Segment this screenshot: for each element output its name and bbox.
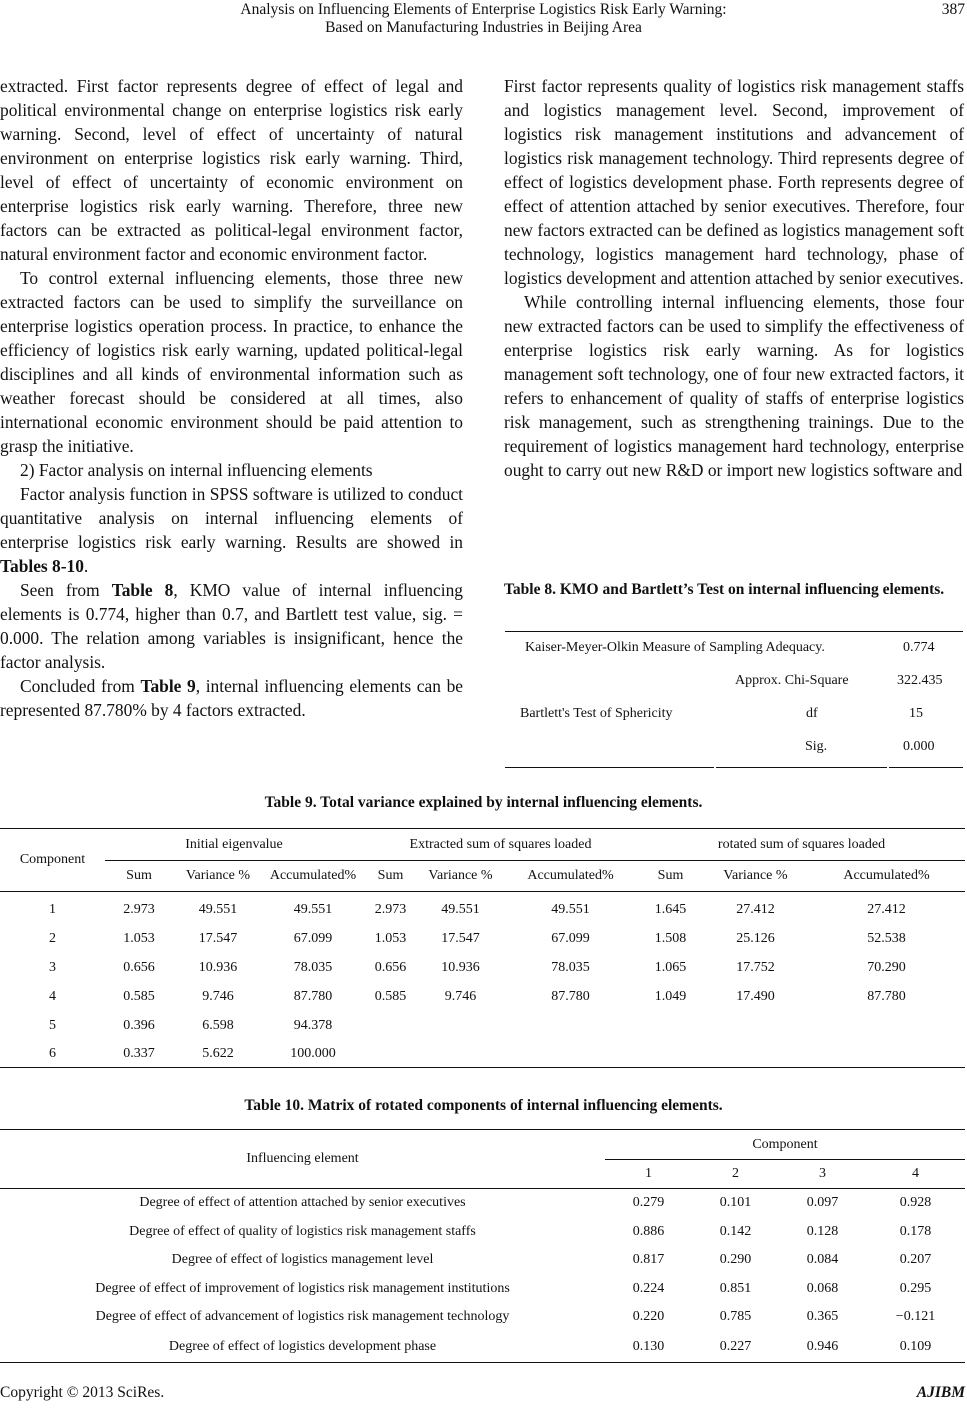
table-cell: 1.053 xyxy=(123,930,155,946)
table-cell: 27.412 xyxy=(867,901,906,917)
loading-value: 0.817 xyxy=(632,1252,665,1268)
loading-value: 0.178 xyxy=(899,1223,932,1239)
table-cell: 10.936 xyxy=(198,959,238,975)
bartlett-row-label: Approx. Chi-Square xyxy=(735,673,849,688)
table-cell xyxy=(703,1011,808,1040)
journal-abbreviation: AJIBM xyxy=(916,1384,965,1401)
loading-value: 0.142 xyxy=(719,1223,752,1239)
loading-value: 0.365 xyxy=(806,1309,839,1325)
column-header: Variance % xyxy=(703,861,808,892)
column-header: Variance % xyxy=(418,861,503,892)
component-number: 3 xyxy=(779,1160,866,1189)
bartlett-row-label: Sig. xyxy=(805,739,828,754)
table-cell: 9.746 xyxy=(444,988,477,1004)
table-cell: 0.396 xyxy=(123,1017,155,1033)
loading-value: 0.084 xyxy=(806,1252,839,1268)
left-column xyxy=(0,74,463,722)
table-row xyxy=(0,1011,965,1040)
table-cell: 17.547 xyxy=(198,930,238,946)
table-cell: 94.378 xyxy=(293,1017,333,1033)
copyright-notice: Copyright © 2013 SciRes. xyxy=(0,1384,165,1401)
table-cell xyxy=(808,1040,965,1068)
table-row xyxy=(0,924,965,953)
table-cell: 87.780 xyxy=(551,988,590,1004)
loading-value: 0.227 xyxy=(692,1332,779,1363)
column-header: Accumulated% xyxy=(263,861,363,892)
table-row xyxy=(0,982,965,1011)
table-rule xyxy=(889,767,963,768)
table-cell xyxy=(503,1011,638,1040)
table-cell: 52.538 xyxy=(867,930,906,946)
table-9-caption: Table 9. Total variance explained by internal influencing elements. xyxy=(264,794,703,811)
table-cell xyxy=(418,1011,503,1040)
component-number: 5 xyxy=(49,1017,56,1033)
bartlett-row-value: 15 xyxy=(909,706,923,721)
loading-value: 0.279 xyxy=(632,1195,665,1211)
table-cell: 100.000 xyxy=(263,1040,363,1068)
loading-value: 0.130 xyxy=(605,1332,692,1363)
text: , KMO value of internal influencing elements is 0.774, higher than 0.7, and Bartlett test value, sig. = 0.000. The relation among variables is insignificant, hence the factor analysis. xyxy=(0,580,463,672)
table-cell: 17.490 xyxy=(736,988,775,1004)
kmo-value: 0.774 xyxy=(903,640,935,655)
loading-value: 0.101 xyxy=(719,1195,752,1211)
loading-value: 0.224 xyxy=(632,1280,665,1296)
column-header: Accumulated% xyxy=(808,861,965,892)
table-row xyxy=(0,953,965,982)
table-cell: 67.099 xyxy=(551,930,590,946)
influencing-element: Degree of effect of logistics development phase xyxy=(0,1332,605,1363)
table-cell: 49.551 xyxy=(441,901,480,917)
bartlett-label: Bartlett's Test of Sphericity xyxy=(520,706,673,721)
column-header: Sum xyxy=(363,861,418,892)
table-cell: 27.412 xyxy=(736,901,775,917)
running-title-line-1: Analysis on Influencing Elements of Enterprise Logistics Risk Early Warning: xyxy=(240,1,727,18)
table-cell: 0.656 xyxy=(374,959,407,975)
table-cell: 49.551 xyxy=(198,901,238,917)
table-row xyxy=(0,1218,965,1247)
table-cell: 1.053 xyxy=(374,930,407,946)
table-cell: 0.337 xyxy=(105,1040,173,1068)
loading-value: 0.946 xyxy=(779,1332,866,1363)
subsection-heading: 2) Factor analysis on internal influencing elements xyxy=(20,460,373,480)
loading-value: −0.121 xyxy=(895,1309,936,1325)
influencing-element: Degree of effect of quality of logistics risk management staffs xyxy=(129,1223,476,1239)
table-rule xyxy=(505,767,714,768)
table-reference-link[interactable]: Table 9 xyxy=(140,676,196,696)
table-cell: 1.645 xyxy=(654,901,687,917)
loading-value: 0.207 xyxy=(899,1252,932,1268)
table-cell: 49.551 xyxy=(551,901,590,917)
table-cell: 9.746 xyxy=(202,988,234,1004)
table-cell: 0.585 xyxy=(123,988,155,1004)
table-reference-link[interactable]: Tables 8-10 xyxy=(0,556,84,576)
component-header: Component xyxy=(605,1130,965,1160)
table-cell: 2.973 xyxy=(123,901,155,917)
kmo-label: Kaiser-Meyer-Olkin Measure of Sampling Adequacy. xyxy=(525,640,825,655)
table-reference-link[interactable]: Table 8 xyxy=(111,580,174,600)
component-number: 3 xyxy=(49,959,56,975)
table-rule xyxy=(505,631,963,632)
table-8-caption: Table 8. KMO and Bartlett’s Test on internal influencing elements. xyxy=(504,581,945,598)
table-9 xyxy=(0,828,965,1068)
paragraph: To control external influencing elements, those three new extracted factors can be used to simplify the surveillance on enterprise logistics operation process. In practice, to enhance the efficiency of logistics risk early warning, updated political-legal disciplines and all kinds of environmental information such as weather forecast should be considered at all times, also international economic environment should be paid attention to grasp the initiative. xyxy=(0,268,463,456)
page-number: 387 xyxy=(941,1,965,18)
table-row xyxy=(0,892,965,925)
table-cell xyxy=(808,1011,965,1040)
running-title xyxy=(0,1,967,37)
table-cell: 78.035 xyxy=(551,959,590,975)
paragraph xyxy=(0,674,463,722)
component-number: 4 xyxy=(866,1160,965,1189)
bartlett-row-value: 0.000 xyxy=(903,739,935,754)
loading-value: 0.097 xyxy=(806,1195,839,1211)
table-cell: 25.126 xyxy=(736,930,775,946)
table-row xyxy=(0,1040,965,1068)
table-rule xyxy=(716,767,887,768)
loading-value: 0.295 xyxy=(899,1280,932,1296)
component-number: 2 xyxy=(49,930,56,946)
component-number: 2 xyxy=(692,1160,779,1189)
table-cell xyxy=(503,1040,638,1068)
paragraph: First factor represents quality of logistics risk management staffs and logistics management level. Second, improvement of logistics risk management institutions and advancement of logistics risk management technology. Third represents degree of effect of logistics development phase. Forth represents degree of effect of attention attached by senior executives. Therefore, four new factors extracted can be defined as logistics management soft technology, logistics management hard technology, phase of logistics development and attention attached by senior executives. xyxy=(504,76,964,288)
loading-value: 0.290 xyxy=(719,1252,752,1268)
right-column xyxy=(504,74,964,482)
component-number: 4 xyxy=(49,988,56,1004)
table-10-caption: Table 10. Matrix of rotated components of internal influencing elements. xyxy=(244,1097,723,1114)
running-title-line-2: Based on Manufacturing Industries in Beijing Area xyxy=(325,19,642,36)
influencing-element: Degree of effect of attention attached by senior executives xyxy=(139,1195,466,1211)
paragraph: While controlling internal influencing elements, those four new extracted factors can be used to simplify the effectiveness of enterprise logistics risk early warning. As for logistics management soft technology, one of four new extracted factors, it refers to enhancement of quality of staffs of enterprise logistics risk management, such as strengthening trainings. Due to the requirement of logistics management hard technology, enterprise ought to carry out new R&D or import new logistics software and xyxy=(504,292,964,480)
loading-value: 0.128 xyxy=(806,1223,839,1239)
column-header: Sum xyxy=(105,861,173,892)
table-row xyxy=(0,1246,965,1275)
loading-value: 0.928 xyxy=(899,1195,932,1211)
influencing-element: Degree of effect of improvement of logistics risk management institutions xyxy=(95,1280,510,1296)
table-row xyxy=(0,1303,965,1332)
table-cell xyxy=(363,1011,418,1040)
table-cell: 87.780 xyxy=(867,988,906,1004)
table-cell: 5.622 xyxy=(173,1040,263,1068)
influencing-element: Degree of effect of advancement of logistics risk management technology xyxy=(95,1309,510,1325)
loading-value: 0.109 xyxy=(866,1332,965,1363)
group-header: rotated sum of squares loaded xyxy=(638,829,965,861)
table-10 xyxy=(0,1129,965,1363)
table-cell: 1.065 xyxy=(654,959,687,975)
table-cell xyxy=(703,1040,808,1068)
table-row xyxy=(0,1275,965,1304)
column-header: Sum xyxy=(638,861,703,892)
column-header: Accumulated% xyxy=(503,861,638,892)
table-9-body xyxy=(0,892,965,1068)
loading-value: 0.068 xyxy=(806,1280,839,1296)
table-cell: 0.585 xyxy=(374,988,407,1004)
component-number: 6 xyxy=(0,1040,105,1068)
table-cell xyxy=(363,1040,418,1068)
table-cell: 70.290 xyxy=(867,959,906,975)
element-header: Influencing element xyxy=(0,1130,605,1189)
text: . xyxy=(83,556,89,576)
running-header xyxy=(0,0,967,40)
component-header: Component xyxy=(0,829,105,892)
paragraph: extracted. First factor represents degree of effect of legal and political environmental change on enterprise logistics risk early warning. Second, level of effect of uncertainty of natural environment on enterprise logistics risk early warning. Third, level of effect of uncertainty of economic environment on enterprise logistics risk early warning. Therefore, three new factors can be extracted as political-legal environment factor, natural environment factor and economic environment factor. xyxy=(0,76,463,264)
table-cell: 67.099 xyxy=(293,930,333,946)
paragraph xyxy=(0,482,463,578)
table-row xyxy=(0,1332,965,1363)
table-cell: 17.752 xyxy=(736,959,775,975)
bartlett-row-value: 322.435 xyxy=(897,673,943,688)
table-cell: 49.551 xyxy=(293,901,333,917)
table-cell: 78.035 xyxy=(293,959,333,975)
table-cell: 1.508 xyxy=(654,930,687,946)
table-cell: 6.598 xyxy=(202,1017,234,1033)
text: Concluded from xyxy=(20,676,141,696)
table-cell xyxy=(418,1040,503,1068)
group-header: Initial eigenvalue xyxy=(105,829,363,861)
loading-value: 0.851 xyxy=(719,1280,752,1296)
influencing-element: Degree of effect of logistics management level xyxy=(171,1252,434,1268)
table-cell: 2.973 xyxy=(374,901,407,917)
table-cell: 1.049 xyxy=(654,988,687,1004)
group-header: Extracted sum of squares loaded xyxy=(363,829,638,861)
table-10-body xyxy=(0,1189,965,1363)
table-row xyxy=(0,1189,965,1218)
paragraph xyxy=(0,578,463,674)
text: Seen from xyxy=(20,580,112,600)
loading-value: 0.785 xyxy=(719,1309,752,1325)
text: Factor analysis function in SPSS software is utilized to conduct quantitative analysis on internal influencing elements of enterprise logistics risk early warning. Results are showed in xyxy=(0,484,463,552)
column-header: Variance % xyxy=(173,861,263,892)
component-number: 1 xyxy=(49,901,56,917)
table-cell xyxy=(638,1040,703,1068)
loading-value: 0.886 xyxy=(632,1223,665,1239)
table-cell: 17.547 xyxy=(441,930,480,946)
loading-value: 0.220 xyxy=(632,1309,665,1325)
table-cell: 10.936 xyxy=(441,959,480,975)
table-cell: 87.780 xyxy=(293,988,333,1004)
text: , internal influencing elements can be represented 87.780% by 4 factors extracted. xyxy=(0,676,463,720)
table-cell xyxy=(638,1011,703,1040)
bartlett-row-label: df xyxy=(806,706,818,721)
table-cell: 0.656 xyxy=(123,959,155,975)
component-number: 1 xyxy=(605,1160,692,1189)
